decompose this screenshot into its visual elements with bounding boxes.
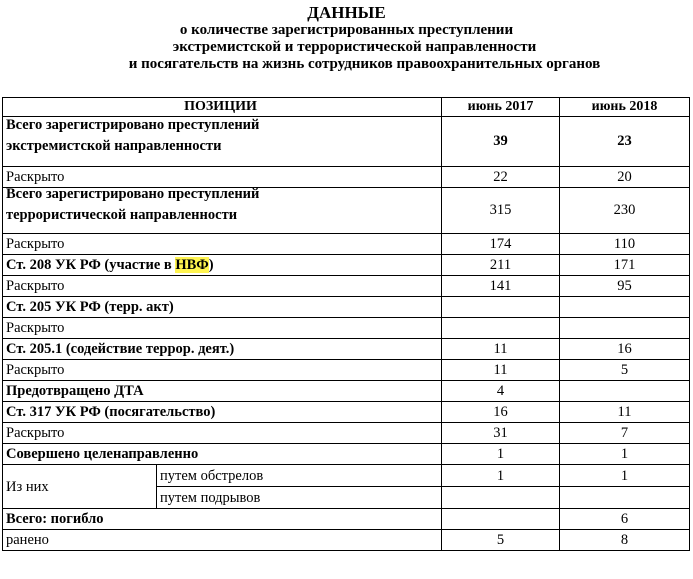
subtitle-line-3: и посягательств на жизнь сотрудников правоохранительных органов — [128, 56, 601, 72]
value-2018: 16 — [560, 339, 690, 360]
subtitle-line-1: о количестве зарегистрированных преступлении — [179, 22, 514, 38]
row-label: Раскрыто — [3, 234, 442, 255]
value-2017: 11 — [442, 339, 560, 360]
row-label: Предотвращено ДТА — [3, 381, 442, 402]
value-2018: 5 — [560, 360, 690, 381]
value-2017 — [442, 487, 560, 509]
value-2017: 174 — [442, 234, 560, 255]
value-2018: 230 — [560, 188, 690, 234]
statistics-table — [2, 97, 690, 551]
value-2018 — [560, 487, 690, 509]
value-2017 — [442, 297, 560, 318]
row-label: Раскрыто — [3, 167, 442, 188]
table-row — [3, 318, 690, 339]
row-label: Раскрыто — [3, 318, 442, 339]
value-2018: 95 — [560, 276, 690, 297]
table-row — [3, 255, 690, 276]
value-2017: 141 — [442, 276, 560, 297]
row-label: Всего: погибло — [3, 509, 442, 530]
row-label: Ст. 205.1 (содействие террор. деят.) — [3, 339, 442, 360]
table-row — [3, 381, 690, 402]
row-label-prefix: Ст. 208 УК РФ (участие в — [6, 257, 176, 273]
value-2017: 315 — [442, 188, 560, 234]
table-header-row — [3, 98, 690, 117]
value-2018: 6 — [560, 509, 690, 530]
table-row — [3, 444, 690, 465]
subtitle-line-2: экстремистской и террористической направленности — [172, 39, 537, 55]
value-2018: 20 — [560, 167, 690, 188]
table-row — [3, 465, 690, 487]
value-2017: 22 — [442, 167, 560, 188]
row-label-group: Из них — [3, 465, 157, 509]
sub-row-label: путем обстрелов — [157, 465, 442, 487]
row-label: Ст. 317 УК РФ (посягательство) — [3, 402, 442, 423]
table-row — [3, 423, 690, 444]
table-row — [3, 530, 690, 551]
value-2018: 171 — [560, 255, 690, 276]
value-2018: 11 — [560, 402, 690, 423]
row-label — [3, 117, 442, 167]
row-label-line-1: Всего зарегистрировано преступлений — [6, 187, 260, 202]
value-2017: 11 — [442, 360, 560, 381]
row-label: Совершено целенаправленно — [3, 444, 442, 465]
row-label-line-1: Всего зарегистрировано преступлений — [6, 116, 260, 133]
value-2017: 1 — [442, 444, 560, 465]
row-label: Раскрыто — [3, 276, 442, 297]
value-2018: 7 — [560, 423, 690, 444]
value-2018: 8 — [560, 530, 690, 551]
value-2017: 16 — [442, 402, 560, 423]
value-2018 — [560, 381, 690, 402]
column-header-june-2018: июнь 2018 — [560, 98, 690, 117]
table-row — [3, 360, 690, 381]
value-2017: 211 — [442, 255, 560, 276]
value-2018: 23 — [560, 117, 690, 167]
value-2018 — [560, 318, 690, 339]
table-row — [3, 276, 690, 297]
row-label — [3, 188, 442, 234]
row-label-suffix: ) — [208, 257, 214, 273]
table-row — [3, 188, 690, 234]
table-row — [3, 117, 690, 167]
row-label-line-2: экстремистской направленности — [6, 137, 222, 154]
table-row — [3, 339, 690, 360]
table-row — [3, 167, 690, 188]
row-label: ранено — [3, 530, 442, 551]
highlighted-term: НВФ — [175, 257, 209, 273]
value-2017 — [442, 509, 560, 530]
row-label — [3, 255, 442, 276]
value-2018 — [560, 297, 690, 318]
row-label: Раскрыто — [3, 423, 442, 444]
value-2018: 1 — [560, 444, 690, 465]
column-header-june-2017: июнь 2017 — [442, 98, 560, 117]
value-2018: 1 — [560, 465, 690, 487]
value-2017: 39 — [442, 117, 560, 167]
value-2018: 110 — [560, 234, 690, 255]
table-row — [3, 509, 690, 530]
document-title: ДАННЫЕ — [307, 3, 386, 22]
row-label: Раскрыто — [3, 360, 442, 381]
value-2017: 31 — [442, 423, 560, 444]
value-2017: 1 — [442, 465, 560, 487]
value-2017: 5 — [442, 530, 560, 551]
table-row — [3, 297, 690, 318]
column-header-positions: ПОЗИЦИИ — [3, 98, 442, 117]
sub-row-label: путем подрывов — [157, 487, 442, 509]
table-row — [3, 234, 690, 255]
value-2017 — [442, 318, 560, 339]
row-label-line-2: террористической направленности — [6, 206, 238, 223]
value-2017: 4 — [442, 381, 560, 402]
table-row — [3, 402, 690, 423]
row-label: Ст. 205 УК РФ (терр. акт) — [3, 297, 442, 318]
